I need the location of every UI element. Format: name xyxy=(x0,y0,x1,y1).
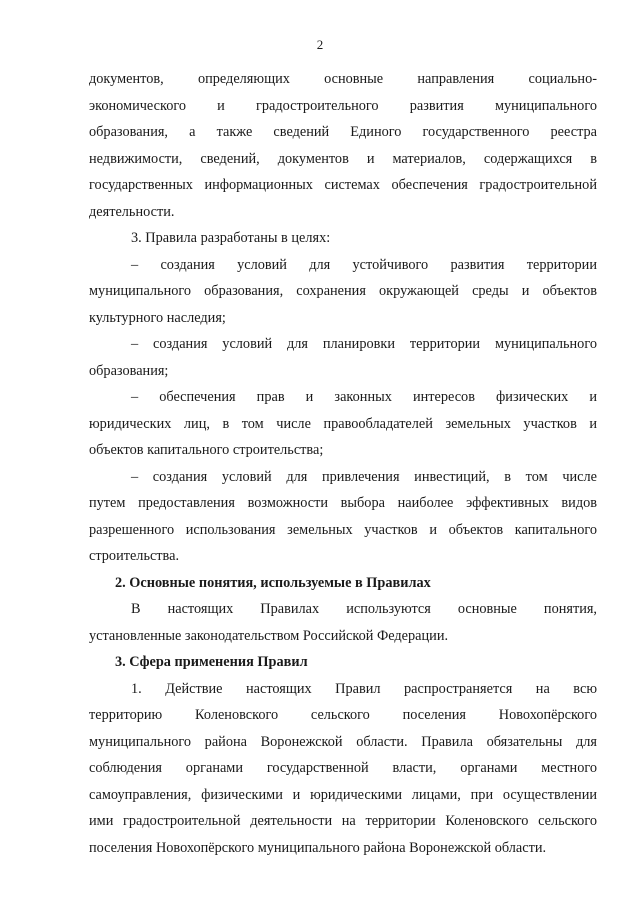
text-line: соблюдения органами государственной власти, органами местного xyxy=(89,760,597,776)
list-heading: 3. Правила разработаны в целях: xyxy=(131,230,331,246)
list-item-line: – создания условий для устойчивого развития территории xyxy=(131,256,597,273)
text-line: ими градостроительной деятельности на территории Коленовского сельского xyxy=(89,813,597,829)
paragraph-line: В настоящих Правилах используются основные понятия, xyxy=(131,601,597,617)
text-line: территорию Коленовского сельского поселения Новохопёрского xyxy=(89,707,597,723)
text-line: разрешенного использования земельных участков и объектов капитального xyxy=(89,521,597,538)
text-line: строительства. xyxy=(89,548,180,564)
text-line: путем предоставления возможности выбора наиболее эффективных видов xyxy=(89,495,597,511)
section-heading: 3. Сфера применения Правил xyxy=(115,654,308,670)
list-item-line: – создания условий для планировки территории муниципального xyxy=(131,336,597,352)
text-line: установленные законодательством Российской Федерации. xyxy=(89,627,449,644)
text-line: самоуправления, физическими и юридическими лицами, при осуществлении xyxy=(89,786,597,803)
paragraph-line: 1. Действие настоящих Правил распространяется на всю xyxy=(131,680,597,697)
section-heading: 2. Основные понятия, используемые в Правилах xyxy=(115,574,431,591)
text-line: экономического и градостроительного развития муниципального xyxy=(89,97,597,114)
text-line: документов, определяющих основные направления социально- xyxy=(89,71,597,87)
list-item-line: – создания условий для привлечения инвестиций, в том числе xyxy=(131,468,597,485)
text-line: поселения Новохопёрского муниципального района Воронежской области. xyxy=(89,839,547,856)
page-number: 2 xyxy=(316,37,324,52)
text-line: муниципального района Воронежской области. Правила обязательны для xyxy=(89,733,597,750)
text-line: государственных информационных системах обеспечения градостроительной xyxy=(89,177,597,193)
text-line: образования, а также сведений Единого государственного реестра xyxy=(89,124,597,140)
text-line: юридических лиц, в том числе правообладателей земельных участков и xyxy=(89,415,597,432)
text-line: деятельности. xyxy=(89,203,175,220)
text-line: недвижимости, сведений, документов и материалов, содержащихся в xyxy=(89,150,597,167)
text-line: объектов капитального строительства; xyxy=(89,442,324,458)
document-body xyxy=(89,66,597,861)
text-line: муниципального образования, сохранения окружающей среды и объектов xyxy=(89,283,597,299)
text-line: культурного наследия; xyxy=(89,309,226,326)
text-line: образования; xyxy=(89,362,169,379)
list-item-line: – обеспечения прав и законных интересов физических и xyxy=(131,389,597,405)
